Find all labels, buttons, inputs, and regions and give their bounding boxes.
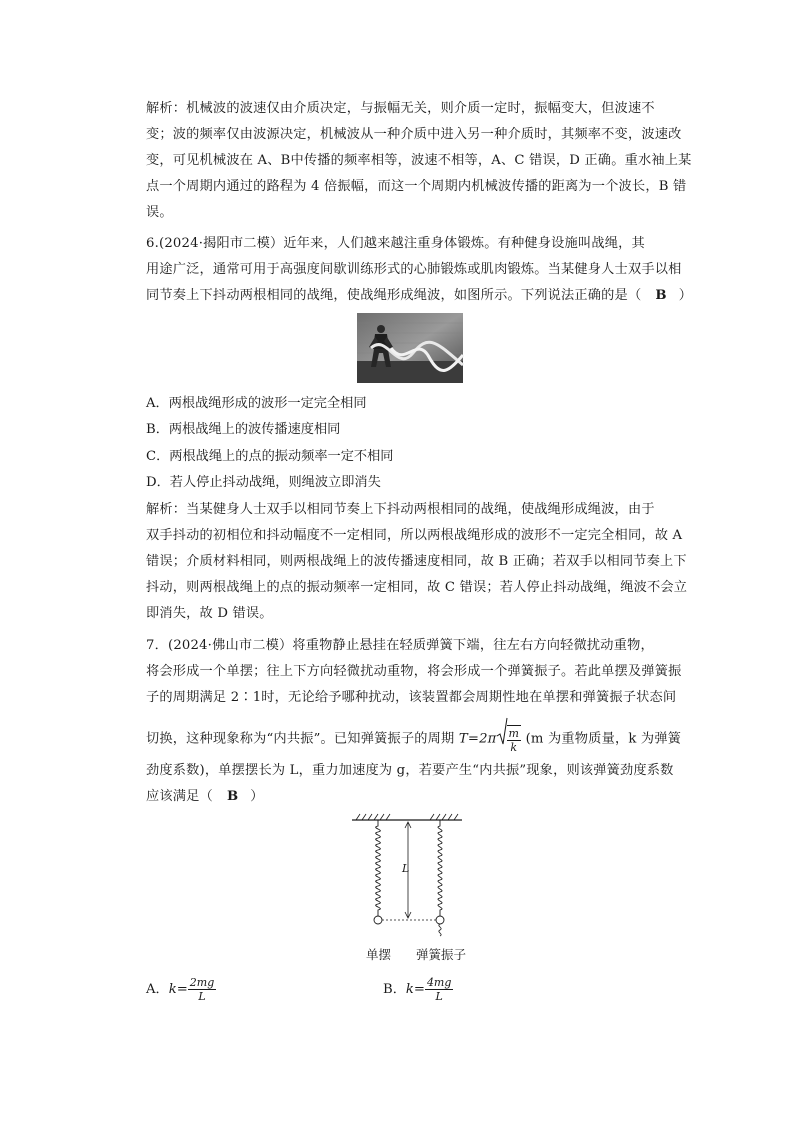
- q6-option-b: B．两根战绳上的波传播速度相同: [146, 422, 341, 437]
- text-line: 误。: [146, 205, 173, 220]
- formula-period: T=2π: [458, 731, 497, 747]
- text-line: 解析：机械波的波速仅由介质决定，与振幅无关，则介质一定时，振幅变大，但波速不: [146, 101, 655, 116]
- caption-pendulum: 单摆: [366, 947, 392, 962]
- text-line: 7．(2024·佛山市二模）将重物静止悬挂在轻质弹簧下端，往左右方向轻微扰动重物，: [146, 638, 654, 653]
- sqrt-fraction: [507, 725, 522, 754]
- text-line: 劲度系数)，单摆摆长为 L，重力加速度为 g，若要产生“内共振”现象，则该弹簧劲度系数: [146, 763, 674, 778]
- q7-stem: [146, 633, 686, 711]
- text-line: 错误；介质材料相同，则两根战绳上的波传播速度相同，故 B 正确；若双手以相同节奏上下: [146, 554, 687, 569]
- text-line: 解析：当某健身人士双手以相同节奏上下抖动两根相同的战绳，使战绳形成绳波，由于: [146, 502, 655, 517]
- close-paren: ）: [250, 789, 264, 804]
- q7-option-b: [383, 970, 453, 1010]
- q6-option-d: D．若人停止抖动战绳，则绳波立即消失: [146, 475, 381, 490]
- answer-letter: B: [655, 288, 667, 303]
- option-fraction: [425, 976, 453, 1003]
- text-line: 抖动，则两根战绳上的点的振动频率一定相同，故 C 错误；若人停止抖动战绳，绳波不会立: [146, 580, 688, 595]
- fraction-denominator: k: [510, 740, 518, 754]
- length-label: L: [402, 862, 410, 875]
- fraction-denominator: L: [198, 990, 206, 1003]
- stem-text: 同节奏上下抖动两根相同的战绳，使战绳形成绳波，如图所示。下列说法正确的是（: [146, 288, 642, 303]
- text-line: 点一个周期内通过的路程为 4 倍振幅，而这一个周期内机械波传播的距离为一个波长，B 错: [146, 179, 687, 194]
- text-line: 6.(2024·揭阳市二模）近年来，人们越来越注重身体锻炼。有种健身设施叫战绳，其: [146, 236, 645, 251]
- q6-analysis: [146, 497, 686, 627]
- fraction-numerator: 4mg: [426, 976, 452, 989]
- formula-suffix: (m 为重物质量，k 为弹簧: [525, 731, 682, 747]
- pendulum-spring-figure: [350, 812, 470, 966]
- fraction-denominator: L: [435, 990, 443, 1003]
- caption-spring-oscillator: 弹簧振子: [416, 947, 467, 962]
- text-line: 即消失，故 D 错误。: [146, 606, 273, 621]
- sqrt-sign: [497, 718, 507, 760]
- text-line: 变，可见机械波在 A、B中传播的频率相等，波速不相等，A、C 错误，D 正确。重水袖上某: [146, 153, 692, 168]
- q7-option-a: [146, 970, 216, 1010]
- q6-stem: [146, 231, 693, 309]
- q6-option-a: A．两根战绳形成的波形一定完全相同: [146, 396, 367, 411]
- text-line: 将会形成一个单摆；往上下方向轻微扰动重物，将会形成一个弹簧振子。若此单摆及弹簧振: [146, 664, 682, 679]
- text-line: 双手抖动的初相位和抖动幅度不一定相同，所以两根战绳形成的波形不一定完全相同，故 A: [146, 528, 683, 543]
- fraction-numerator: 2mg: [189, 976, 215, 989]
- battle-rope-photo: [357, 313, 463, 383]
- option-fraction: [188, 976, 216, 1003]
- q5-analysis: [146, 96, 692, 226]
- option-variable: k=: [168, 982, 188, 997]
- option-variable: k=: [405, 982, 425, 997]
- text-line: 变；波的频率仅由波源决定，机械波从一种介质中进入另一种介质时，其频率不变，波速改: [146, 127, 682, 142]
- answer-letter: B: [226, 789, 239, 804]
- q7-stem-continued: [146, 758, 686, 810]
- stem-text: 应该满足（: [146, 789, 213, 804]
- fraction-numerator: m: [508, 726, 520, 740]
- text-line: [146, 784, 686, 810]
- option-label: B．: [383, 982, 406, 997]
- text-line: 用途广泛，通常可用于高强度间歇训练形式的心肺锻炼或肌肉锻炼。当某健身人士双手以相: [146, 262, 682, 277]
- option-label: A．: [146, 982, 169, 997]
- formula-prefix: 切换，这种现象称为“内共振”。已知弹簧振子的周期: [146, 731, 455, 747]
- text-line: [146, 718, 686, 760]
- text-line: [146, 283, 693, 309]
- close-paren: ）: [678, 288, 693, 303]
- q7-formula-line: [146, 718, 686, 760]
- q6-option-c: C．两根战绳上的点的振动频率一定不相同: [146, 449, 394, 464]
- text-line: 子的周期满足 2∶1时，无论给予哪种扰动，该装置都会周期性地在单摆和弹簧振子状态间: [146, 690, 677, 705]
